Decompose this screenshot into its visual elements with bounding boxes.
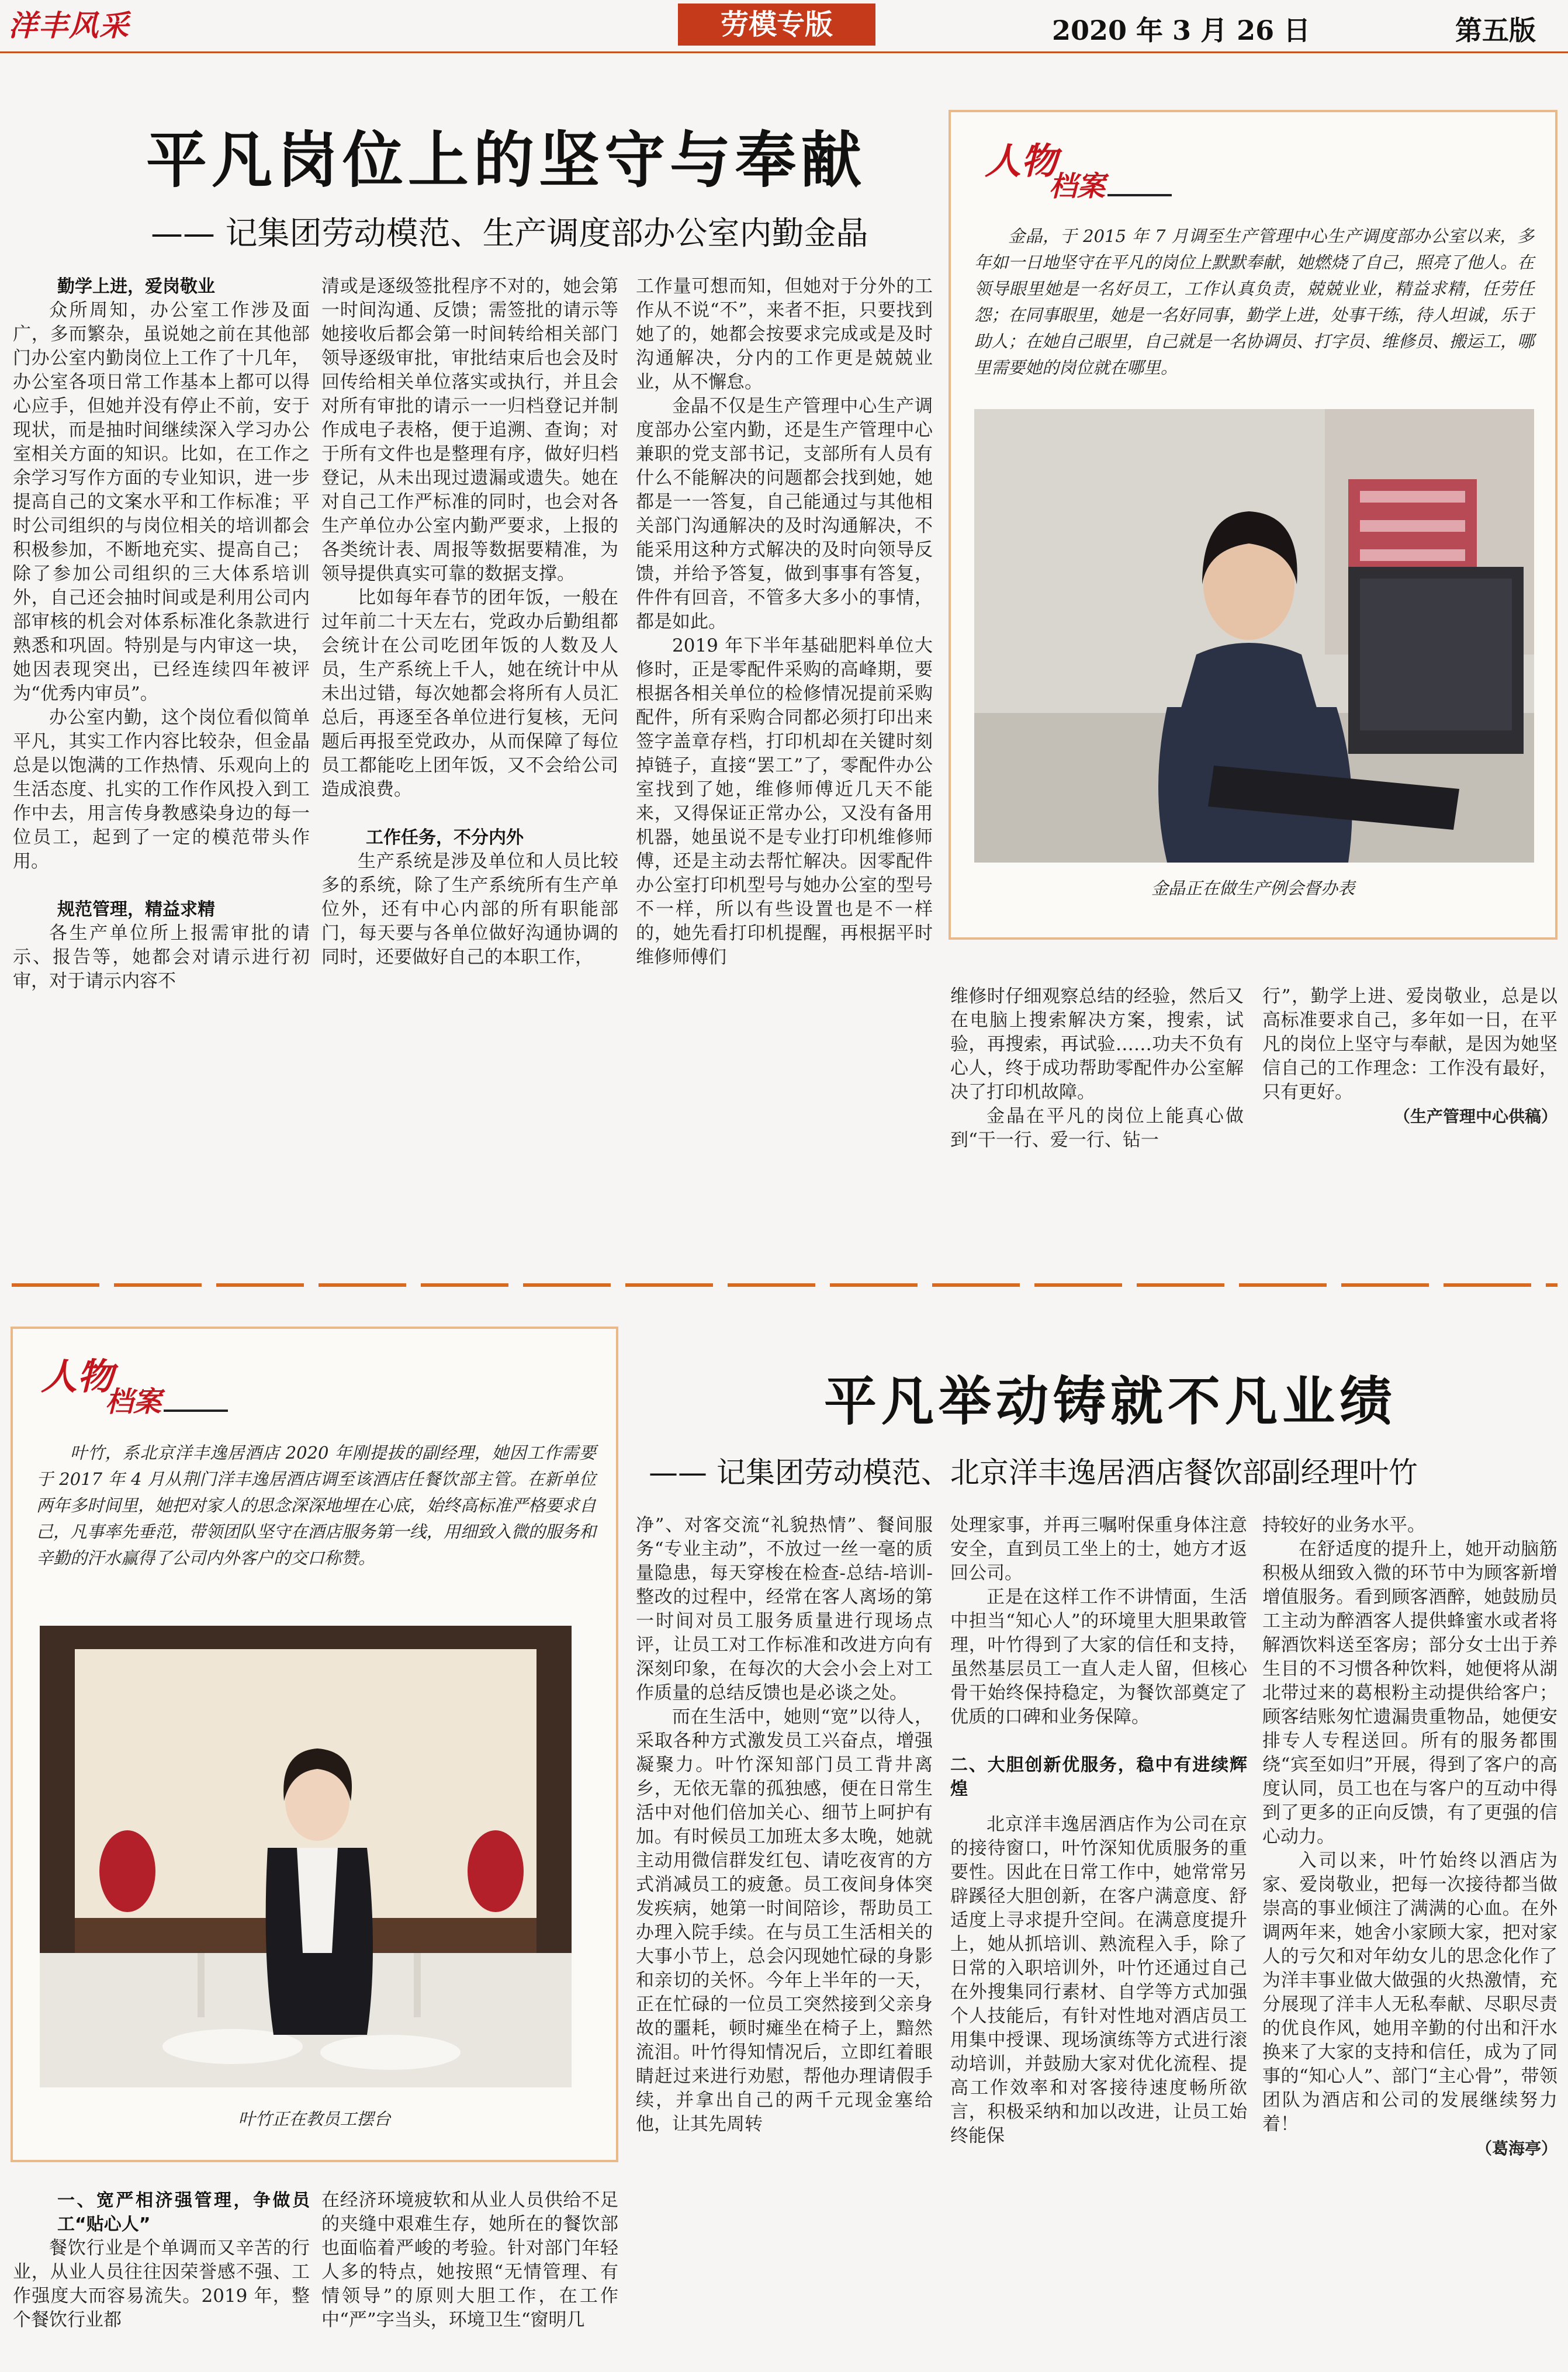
profile-paragraph: 金晶，于 2015 年 7 月调至生产管理中心生产调度部办公室以来，多年如一日地坚守在平凡的岗位上默默奉献，她燃烧了自己，照亮了他人。在领导眼里她是一名好员工，工作认真负责，兢兢业业，精益求精，任劳任怨；在同事眼里，她是一名好同事，勤学上进，处事干练，待人坦诚，乐于助人；在她自己眼里，自己就是一名协调员、打字员、维修员、搬运工，哪里需要她的岗位就在哪里。 bbox=[974, 226, 1534, 378]
section-heading: 一、宽严相济强管理，争做员工“贴心人” bbox=[57, 2190, 310, 2235]
section-heading: 二、大胆创新优服务，稳中有进续辉煌 bbox=[950, 1755, 1247, 1799]
article1-column-5 bbox=[1262, 985, 1557, 1230]
article1-subtitle: —— 记集团劳动模范、生产调度部办公室内勤金晶 bbox=[151, 214, 868, 252]
page-number: 第五版 bbox=[1455, 15, 1536, 46]
paragraph: 比如每年春节的团年饭，一般在过年前二十天左右，党政办后勤组都会统计在公司吃团年饭的人数及人员，生产系统上千人，她在统计中从未出过错，每次她都会将所有人员汇总后，再逐至各单位进行复核，无问题后再报至党政办，从而保障了每位员工都能吃上团年饭，又不会给公司造成浪费。 bbox=[321, 587, 618, 800]
section-label: 劳模专版 bbox=[678, 4, 875, 46]
paragraph: 生产系统是涉及单位和人员比较多的系统，除了生产系统所有生产单位外，还有中心内部的所有职能部门，每天要与各单位做好沟通协调的同时，还要做好自己的本职工作， bbox=[321, 851, 618, 968]
profile-badge bbox=[41, 1345, 286, 1421]
badge-word-profile: 档案 bbox=[1049, 170, 1106, 203]
section-heading: 勤学上进，爱岗敬业 bbox=[57, 276, 215, 297]
paragraph: 入司以来，叶竹始终以酒店为家、爱岗敬业，把每一次接待都当做崇高的事业倾注了满满的心血。在外调两年来，她舍小家顾大家，把对家人的亏欠和对年幼女儿的思念化作了为洋丰事业做大做强的火热激情，充分展现了洋丰人无私奉献、尽职尽责的优良作风，她用辛勤的付出和汗水换来了大家的支持和信任，成为了同事的“知心人”、部门“主心骨”，带领团队为酒店和公司的发展继续努力着！ bbox=[1262, 1850, 1557, 2135]
article2-column-5 bbox=[1262, 1514, 1557, 2364]
badge-word-profile: 档案 bbox=[105, 1386, 162, 1418]
paragraph: 金晶不仅是生产管理中心生产调度部办公室内勤，还是生产管理中心兼职的党支部书记，支部所有人员有什么不能解决的问题都会找到她，她都是一一答复，自己能通过与其他相关部门沟通解决的及时沟通解决，不能采用这种方式解决的及时向领导反馈，并给予答复，做到事事有答复，件件有回音，不管多大多小的事情，都是如此。 bbox=[636, 396, 933, 632]
photo-caption: 叶竹正在教员工摆台 bbox=[238, 2109, 391, 2129]
badge-underline bbox=[1107, 194, 1172, 196]
paragraph: 维修时仔细观察总结的经验，然后又在电脑上搜索解决方案，搜索，试验，再搜索，再试验……功夫不负有心人，终于成功帮助零配件办公室解决了打印机故障。 bbox=[950, 986, 1244, 1103]
profile-paragraph: 叶竹，系北京洋丰逸居酒店 2020 年刚提拔的副经理，她因工作需要于 2017 年 4 月从荆门洋丰逸居酒店调至该酒店任餐饮部主管。在新单位两年多时间里，她把对家人的思念深深地埋在心底，始终高标准严格要求自己，凡事率先垂范，带领团队坚守在酒店服务第一线，用细致入微的服务和辛勤的汗水赢得了公司内外客户的交口称赞。 bbox=[36, 1443, 596, 1568]
badge-underline bbox=[164, 1410, 228, 1412]
restaurant-photo-illustration bbox=[40, 1626, 572, 2087]
article1-column-4 bbox=[950, 985, 1244, 1230]
paragraph: 在经济环境疲软和从业人员供给不足的夹缝中艰难生存，她所在的餐饮部也面临着严峻的考验。针对部门年轻人多的特点，她按照“无情管理、有情领导”的原则大胆工作，在工作中“严”字当头，环境卫生“窗明几 bbox=[321, 2190, 618, 2331]
article1-column-2 bbox=[321, 275, 618, 1244]
article2-column-1 bbox=[13, 2189, 310, 2364]
masthead-rule bbox=[0, 51, 1568, 53]
article2-title: 平凡举动铸就不凡业绩 bbox=[824, 1370, 1397, 1432]
paragraph: 金晶在平凡的岗位上能真心做到“干一行、爱一行、钻一 bbox=[950, 1106, 1244, 1151]
article1-source: （生产管理中心供稿） bbox=[1393, 1107, 1557, 1126]
paragraph: 净”、对客交流“礼貌热情”、餐间服务“专业主动”，不放过一丝一毫的质量隐患，每天穿梭在检查-总结-培训-整改的过程中，经常在客人离场的第一时间对员工服务质量进行现场点评，让员工对工作标准和改进方向有深刻印象，在每次的大会小会上对工作质量的总结反馈也是必谈之处。 bbox=[636, 1515, 933, 1703]
paragraph: 持较好的业务水平。 bbox=[1262, 1515, 1425, 1536]
paragraph: 众所周知，办公室工作涉及面广，多而繁杂，虽说她之前在其他部门办公室内勤岗位上工作了十几年，办公室各项日常工作基本上都可以得心应手，但她并没有停止不前，安于现状，而是抽时间继续深入学习办公室相关方面的知识。比如，在工作之余学习写作方面的专业知识，进一步提高自己的文案水平和工作标准；平时公司组织的与岗位相关的培训都会积极参加，不断地充实、提高自己；除了参加公司组织的三大体系培训外，自己还会抽时间或是利用公司内部审核的机会对体系标准化条款进行熟悉和巩固。特别是与内审这一块，她因表现突出，已经连续四年被评为“优秀内审员”。 bbox=[13, 300, 310, 704]
article1-column-1 bbox=[13, 275, 310, 1244]
paragraph: 工作量可想而知，但她对于分外的工作从不说“不”，来者不拒，只要找到她了的，她都会按要求完成或是及时沟通解决，分内的工作更是兢兢业业，从不懈怠。 bbox=[636, 276, 933, 393]
article1-title: 平凡岗位上的坚守与奉献 bbox=[146, 124, 867, 196]
masthead bbox=[0, 0, 1568, 51]
masthead-logo: 洋丰风采 bbox=[8, 8, 130, 43]
paragraph: 处理家事，并再三嘱咐保重身体注意安全，直到员工坐上的士，她方才返回公司。 bbox=[950, 1515, 1247, 1584]
portrait-photo bbox=[40, 1626, 572, 2087]
paragraph: 正是在这样工作不讲情面，生活中担当“知心人”的环境里大胆果敢管理，叶竹得到了大家的信任和支持，虽然基层员工一直人走人留，但核心骨干始终保持稳定，为餐饮部奠定了优质的口碑和业务保障。 bbox=[950, 1587, 1247, 1727]
article2-column-3 bbox=[636, 1514, 933, 2364]
article2-column-2 bbox=[321, 2189, 618, 2364]
article2-column-4 bbox=[950, 1514, 1247, 2364]
profile-box-2 bbox=[11, 1327, 618, 2162]
paragraph: 各生产单位所上报需审批的请示、报告等，她都会对请示进行初审，对于请示内容不 bbox=[13, 923, 310, 992]
issue-date: 2020 年 3 月 26 日 bbox=[1052, 15, 1311, 46]
section-heading: 工作任务，不分内外 bbox=[366, 827, 524, 848]
paragraph: 清或是逐级签批程序不对的，她会第一时间沟通、反馈；需签批的请示等她接收后都会第一时间转给相关部门领导逐级审批，审批结束后也会及时回传给相关单位落实或执行，并且会对所有审批的请示一一归档登记并制作成电子表格，便于追溯、查询；对于所有文件也是整理有序，做好归档登记，从未出现过遗漏或遗失。她在对自己工作严标准的同时，也会对各生产单位办公室内勤严要求，上报的各类统计表、周报等数据要精准，为领导提供真实可靠的数据支撑。 bbox=[321, 276, 618, 584]
article2-subtitle: —— 记集团劳动模范、北京洋丰逸居酒店餐饮部副经理叶竹 bbox=[649, 1456, 1418, 1490]
paragraph: 而在生活中，她则“宽”以待人，采取各种方式激发员工兴奋点，增强凝聚力。叶竹深知部门员工背井离乡，无依无靠的孤独感，便在日常生活中对他们倍加关心、细节上呵护有加。有时候员工加班太多太晚，她就主动用微信群发红包、请吃夜宵的方式消减员工的疲惫。员工夜间身体突发疾病，她第一时间陪诊，帮助员工办理入院手续。在与员工生活相关的大事小节上，总会闪现她忙碌的身影和亲切的关怀。今年上半年的一天，正在忙碌的一位员工突然接到父亲身故的噩耗，顿时瘫坐在椅子上，黯然流泪。叶竹得知情况后，立即红着眼睛赶过来进行劝慰，帮他办理请假手续，并拿出自己的两千元现金塞给他，让其先周转 bbox=[636, 1706, 933, 2135]
article2-author: （葛海亭） bbox=[1475, 2139, 1557, 2158]
profile-text bbox=[36, 1440, 596, 1604]
portrait-photo bbox=[974, 409, 1534, 863]
article-divider bbox=[12, 1283, 1557, 1287]
paragraph: 行”，勤学上进、爱岗敬业，总是以高标准要求自己，多年如一日，在平凡的岗位上坚守与奉献，是因为她坚信自己的工作理念：工作没有最好，只有更好。 bbox=[1262, 986, 1557, 1103]
article1-column-3 bbox=[636, 275, 933, 1244]
paragraph: 办公室内勤，这个岗位看似简单平凡，其实工作内容比较杂，但金晶总是以饱满的工作热情、乐观向上的生活态度、扎实的工作作风投入到工作中去，用言传身教感染身边的每一位员工，起到了一定的模范带头作用。 bbox=[13, 707, 310, 872]
photo-caption: 金晶正在做生产例会督办表 bbox=[1151, 878, 1355, 898]
paragraph: 北京洋丰逸居酒店作为公司在京的接待窗口，叶竹深知优质服务的重要性。因此在日常工作中，她常常另辟蹊径大胆创新，在客户满意度、舒适度上寻求提升空间。在满意度提升上，她从抓培训、熟流程入手，除了日常的入职培训外，叶竹还通过自己在外搜集同行素材、自学等方式加强个人技能后，有针对性地对酒店员工用集中授课、现场演练等方式进行滚动培训，并鼓励大家对优化流程、提高工作效率和对客接待速度畅所欲言，积极采纳和加以改进，让员工始终能保 bbox=[950, 1814, 1247, 2146]
profile-box-1 bbox=[949, 110, 1557, 940]
paragraph: 2019 年下半年基础肥料单位大修时，正是零配件采购的高峰期，要根据各相关单位的检修情况提前采购配件，所有采购合同都必须打印出来签字盖章存档，打印机却在关键时刻掉链子，直接“罢工”了，零配件办公室找到了她，维修师傅近几天不能来，又得保证正常办公，又没有备用机器，她虽说不是专业打印机维修师傅，还是主动去帮忙解决。因零配件办公室打印机型号与她办公室的型号不一样，所以有些设置也是不一样的，她先看打印机提醒，再根据平时维修师傅们 bbox=[636, 635, 933, 968]
paragraph: 餐饮行业是个单调而又辛苦的行业，从业人员往往因荣誉感不强、工作强度大而容易流失。2019 年，整个餐饮行业都 bbox=[13, 2238, 310, 2331]
badge-word-person: 人物 bbox=[41, 1355, 114, 1398]
section-heading: 规范管理，精益求精 bbox=[57, 899, 215, 920]
profile-text bbox=[974, 223, 1534, 399]
badge-word-person: 人物 bbox=[985, 140, 1058, 182]
office-photo-illustration bbox=[974, 409, 1534, 863]
profile-badge bbox=[985, 130, 1230, 206]
paragraph: 在舒适度的提升上，她开动脑筋积极从细致入微的环节中为顾客新增增值服务。看到顾客酒醉，她鼓励员工主动为醉酒客人提供蜂蜜水或者将解酒饮料送至客房；部分女士出于养生目的不习惯各种饮料，她便将从湖北带过来的葛根粉主动提供给客户；顾客结账匆忙遗漏贵重物品，她便安排专人专程送回。所有的服务都围绕“宾至如归”开展，得到了客户的高度认同，员工也在与客户的互动中得到了更多的正向反馈，有了更强的信心动力。 bbox=[1262, 1539, 1557, 1847]
